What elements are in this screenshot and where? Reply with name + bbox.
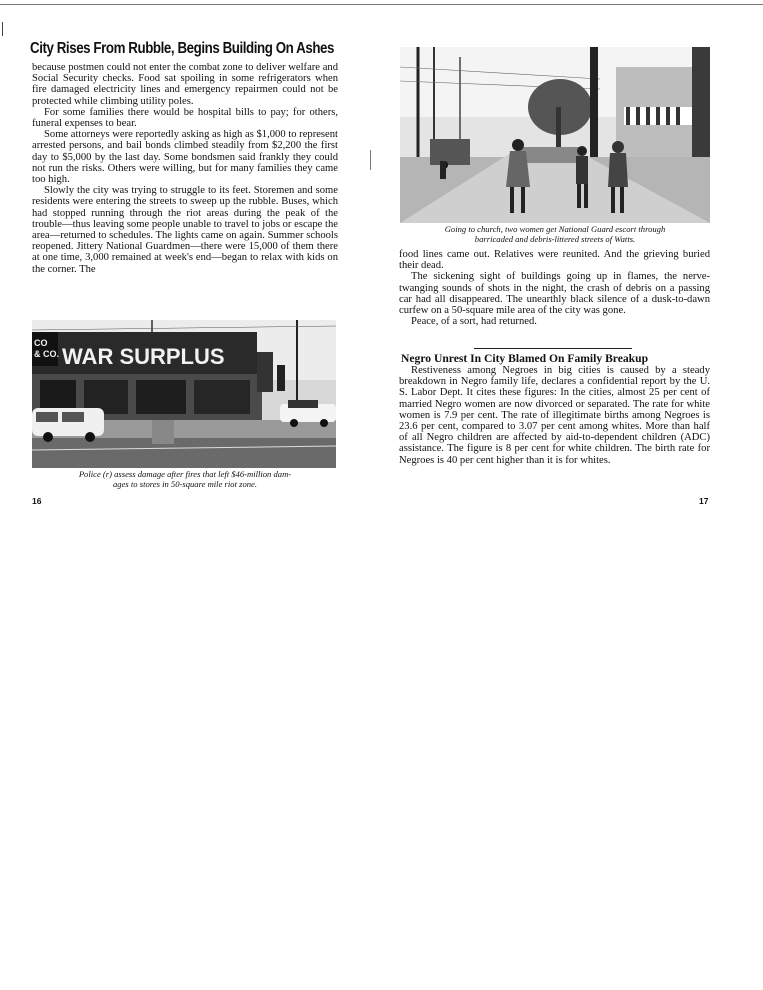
top-border-rule (0, 4, 763, 5)
margin-mark (2, 22, 3, 36)
left-paragraph-2: For some families there would be hospital bills to pay; for others, funeral expenses to bear. (32, 106, 338, 130)
right-paragraph-3: Peace, of a sort, had returned. (411, 316, 537, 328)
war-surplus-sign: WAR SURPLUS (62, 344, 225, 369)
sub-article-paragraph: Restiveness among Negroes in big cities is caused by a steady breakdown in Negro family life, declares a confidential report by the U. S. Labor Dept. It cites these figures: In the cities, almost 25 per cent of married Negro women are now divorced or separated. The rate for white women is 7.9 per cent. The rate of illegitimate births among Negroes is 23.6 per cent, compared to 3.07 per cent among whites. More than half of all Negro children are affected by aid-to-dependent children (ADC) assistance. The figure is 8 per cent for white children. The birth rate for Negroes is 40 per cent higher than it is for whites. (399, 365, 710, 466)
right-article-column (399, 249, 710, 327)
left-article-column (32, 62, 338, 275)
sub-article-column (399, 365, 710, 466)
svg-text:CO: CO (34, 338, 48, 348)
page-headline: City Rises From Rubble, Begins Building On Ashes (30, 40, 335, 57)
right-paragraph-2: The sickening sight of buildings going up in flames, the nerve-twanging sounds of shots in the night, the crash of debris on a passing car had all disappeared. The unearthly black silence of a dusk-to-dawn curfew on a 50-square mile area of the city was gone. (399, 271, 710, 317)
page-number-left: 16 (32, 496, 42, 506)
war-surplus-photo (32, 320, 336, 468)
page-number-right: 17 (699, 496, 709, 506)
left-paragraph-4: Slowly the city was trying to struggle to its feet. Storemen and some residents were entering the streets to sweep up the rubble. Buses, which had stopped running through the riot areas during the peak of the trouble—thus leaving some people unable to travel to jobs or escape the area—returned to schedules. The lights came on again. Summer schools reopened. Jittery National Guardmen—there were 15,000 of them there at one time, 3,000 remained at week's end—began to relax with kids on the corner. The (32, 185, 338, 275)
gutter-mark (370, 150, 371, 170)
left-paragraph-3: Some attorneys were reportedly asking as high as $1,000 to represent arrested persons, and bail bonds climbed steadily from $2,200 the first day to $5,000 by the last day. Some bondsmen said frankly they could not run the risks. Others were willing, but for many families they came too high. (32, 129, 338, 186)
right-photo-caption: Going to church, two women get National Guard escort through barricaded and debris-littered streets of Watts. (444, 224, 666, 244)
svg-text:& CO.: & CO. (34, 349, 60, 359)
right-paragraph-1: food lines came out. Relatives were reunited. And the grieving buried their dead. (399, 249, 710, 272)
watts-street-photo (400, 47, 710, 223)
subhead-rule (474, 348, 632, 349)
sub-article-headline: Negro Unrest In City Blamed On Family Breakup (401, 352, 649, 365)
left-photo-caption: Police (r) assess damage after fires that left $46-million dam- ages to stores in 50-square mile riot zone. (78, 469, 292, 489)
left-paragraph-1: because postmen could not enter the combat zone to deliver welfare and Social Security checks. Food sat spoiling in some refrigerators when fire damaged electricity lines and emergency repairmen could not be protected while climbing utility poles. (32, 62, 338, 107)
